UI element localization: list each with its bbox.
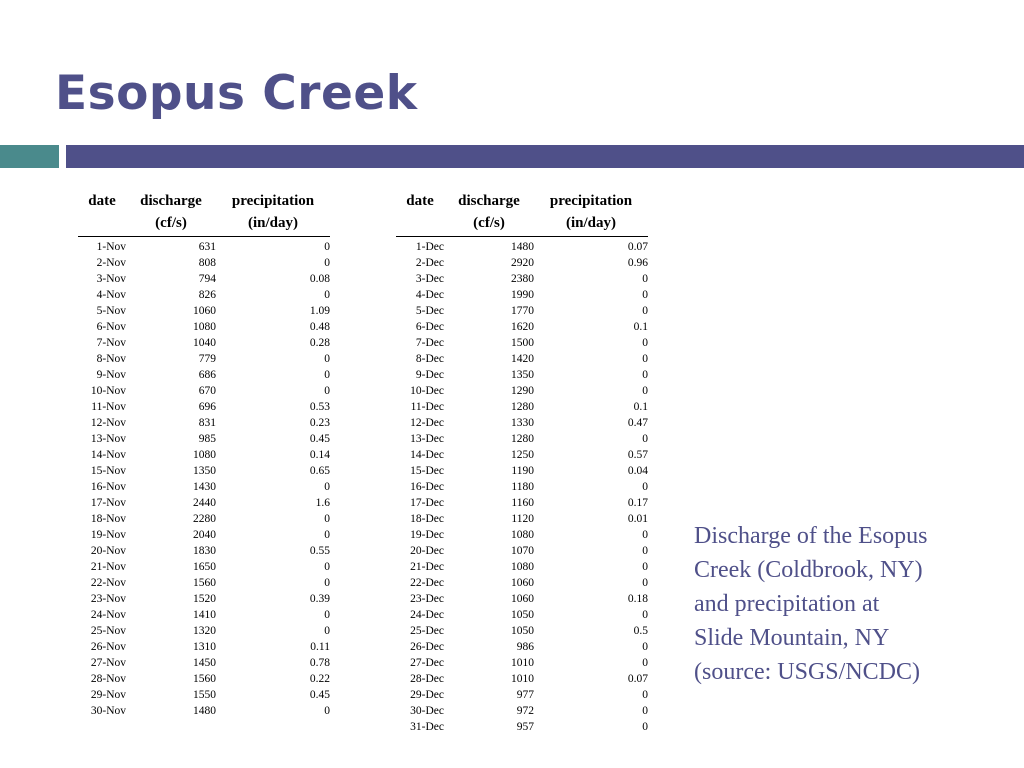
table-row <box>396 719 648 735</box>
precipitation-cell: 0 <box>324 609 330 621</box>
discharge-cell: 1550 <box>193 689 216 701</box>
discharge-cell: 631 <box>198 241 216 253</box>
date-cell: 17-Nov <box>90 497 126 509</box>
caption-line: Discharge of the Esopus <box>694 523 928 549</box>
discharge-cell: 1990 <box>511 289 534 301</box>
caption-line: (source: USGS/NCDC) <box>694 659 920 685</box>
precipitation-cell: 0 <box>324 289 330 301</box>
table-row <box>396 687 648 703</box>
precipitation-cell: 0 <box>324 241 330 253</box>
discharge-cell: 1120 <box>511 513 534 525</box>
precipitation-cell: 0 <box>324 257 330 269</box>
header-date-unit <box>396 212 444 237</box>
precipitation-cell: 0.96 <box>627 257 648 269</box>
table-row <box>396 351 648 367</box>
date-cell: 4-Nov <box>96 289 126 301</box>
table-row <box>396 399 648 415</box>
discharge-cell: 1430 <box>193 481 216 493</box>
discharge-cell: 1190 <box>511 465 534 477</box>
discharge-cell: 1080 <box>511 529 534 541</box>
discharge-cell: 986 <box>516 641 534 653</box>
date-cell: 11-Nov <box>91 401 126 413</box>
discharge-cell: 1500 <box>511 337 534 349</box>
precipitation-cell: 0 <box>642 305 648 317</box>
december-table-body <box>396 237 648 736</box>
date-cell: 18-Nov <box>90 513 126 525</box>
discharge-cell: 1650 <box>193 561 216 573</box>
discharge-cell: 686 <box>198 369 216 381</box>
date-cell: 20-Dec <box>410 545 444 557</box>
date-cell: 23-Dec <box>410 593 444 605</box>
precipitation-cell: 0 <box>324 385 330 397</box>
discharge-cell: 779 <box>198 353 216 365</box>
table-row <box>78 607 330 623</box>
figure-caption <box>694 519 994 689</box>
table-row <box>78 575 330 591</box>
precipitation-cell: 0.28 <box>309 337 330 349</box>
table-row <box>396 255 648 271</box>
date-cell: 8-Nov <box>96 353 126 365</box>
table-row <box>396 495 648 511</box>
date-cell: 24-Dec <box>410 609 444 621</box>
date-cell: 27-Nov <box>90 657 126 669</box>
precipitation-cell: 0 <box>324 577 330 589</box>
discharge-cell: 1560 <box>193 577 216 589</box>
discharge-cell: 1080 <box>193 321 216 333</box>
discharge-cell: 1050 <box>511 625 534 637</box>
date-cell: 2-Nov <box>96 257 126 269</box>
table-row <box>78 399 330 415</box>
discharge-cell: 1050 <box>511 609 534 621</box>
table-row <box>396 607 648 623</box>
header-discharge: discharge <box>140 193 202 209</box>
discharge-cell: 2440 <box>193 497 216 509</box>
date-cell: 13-Dec <box>410 433 444 445</box>
date-cell: 31-Dec <box>410 721 444 733</box>
discharge-cell: 1480 <box>193 705 216 717</box>
discharge-cell: 1160 <box>511 497 534 509</box>
date-cell: 6-Dec <box>415 321 444 333</box>
caption-line: and precipitation at <box>694 591 880 617</box>
date-cell: 7-Nov <box>96 337 126 349</box>
table-row <box>78 639 330 655</box>
header-precipitation: precipitation <box>549 193 633 209</box>
table-row <box>396 271 648 287</box>
date-cell: 27-Dec <box>410 657 444 669</box>
precipitation-cell: 0 <box>642 721 648 733</box>
discharge-cell: 696 <box>198 401 216 413</box>
discharge-cell: 1080 <box>511 561 534 573</box>
date-cell: 28-Nov <box>90 673 126 685</box>
date-cell: 5-Nov <box>96 305 126 317</box>
discharge-cell: 1410 <box>193 609 216 621</box>
discharge-cell: 1350 <box>193 465 216 477</box>
precipitation-cell: 0.1 <box>633 321 648 333</box>
precipitation-cell: 0.39 <box>309 593 330 605</box>
date-cell: 6-Nov <box>96 321 126 333</box>
precipitation-cell: 0.1 <box>633 401 648 413</box>
discharge-cell: 826 <box>198 289 216 301</box>
november-table <box>78 190 330 719</box>
discharge-cell: 985 <box>198 433 216 445</box>
table-row <box>78 559 330 575</box>
table-row <box>78 479 330 495</box>
date-cell: 9-Dec <box>415 369 444 381</box>
date-cell: 21-Nov <box>90 561 126 573</box>
discharge-cell: 1620 <box>511 321 534 333</box>
date-cell: 14-Dec <box>410 449 444 461</box>
precipitation-cell: 0 <box>324 369 330 381</box>
precipitation-cell: 0.07 <box>627 241 648 253</box>
date-cell: 16-Nov <box>90 481 126 493</box>
date-cell: 20-Nov <box>90 545 126 557</box>
date-cell: 26-Dec <box>410 641 444 653</box>
date-cell: 25-Nov <box>90 625 126 637</box>
precipitation-cell: 0 <box>642 385 648 397</box>
discharge-cell: 1290 <box>511 385 534 397</box>
precipitation-cell: 0.07 <box>627 673 648 685</box>
date-cell: 30-Nov <box>90 705 126 717</box>
precipitation-cell: 0.18 <box>627 593 648 605</box>
date-cell: 28-Dec <box>410 673 444 685</box>
date-cell: 10-Nov <box>90 385 126 397</box>
table-row <box>396 237 648 256</box>
discharge-cell: 1560 <box>193 673 216 685</box>
table-row <box>396 463 648 479</box>
discharge-cell: 1060 <box>511 593 534 605</box>
date-cell: 1-Dec <box>415 241 444 253</box>
discharge-cell: 1010 <box>511 673 534 685</box>
date-cell: 29-Nov <box>90 689 126 701</box>
precipitation-cell: 0.57 <box>627 449 648 461</box>
precipitation-cell: 0 <box>324 353 330 365</box>
table-row <box>78 287 330 303</box>
precipitation-cell: 0.65 <box>309 465 330 477</box>
discharge-cell: 831 <box>198 417 216 429</box>
table-row <box>396 479 648 495</box>
header-date: date <box>406 193 434 209</box>
header-discharge-unit: (cf/s) <box>444 212 534 237</box>
precipitation-cell: 0.11 <box>310 641 330 653</box>
date-cell: 19-Dec <box>410 529 444 541</box>
header-discharge-unit: (cf/s) <box>126 212 216 237</box>
table-row <box>78 591 330 607</box>
precipitation-cell: 0.48 <box>309 321 330 333</box>
discharge-cell: 2040 <box>193 529 216 541</box>
precipitation-cell: 0.08 <box>309 273 330 285</box>
precipitation-cell: 0.47 <box>627 417 648 429</box>
date-cell: 29-Dec <box>410 689 444 701</box>
date-cell: 15-Nov <box>90 465 126 477</box>
precipitation-cell: 0.14 <box>309 449 330 461</box>
discharge-cell: 1070 <box>511 545 534 557</box>
table-row <box>78 495 330 511</box>
date-cell: 11-Dec <box>410 401 444 413</box>
table-row <box>396 511 648 527</box>
precipitation-cell: 0 <box>324 513 330 525</box>
date-cell: 15-Dec <box>410 465 444 477</box>
date-cell: 14-Nov <box>90 449 126 461</box>
discharge-cell: 1180 <box>511 481 534 493</box>
discharge-cell: 1450 <box>193 657 216 669</box>
precipitation-cell: 0 <box>642 337 648 349</box>
precipitation-cell: 0 <box>642 529 648 541</box>
precipitation-cell: 0 <box>324 561 330 573</box>
table-row <box>78 463 330 479</box>
date-cell: 2-Dec <box>415 257 444 269</box>
date-cell: 22-Dec <box>410 577 444 589</box>
date-cell: 22-Nov <box>90 577 126 589</box>
table-row <box>396 527 648 543</box>
table-row <box>396 303 648 319</box>
precipitation-cell: 0 <box>324 625 330 637</box>
date-cell: 7-Dec <box>415 337 444 349</box>
discharge-cell: 1480 <box>511 241 534 253</box>
table-row <box>396 655 648 671</box>
date-cell: 10-Dec <box>410 385 444 397</box>
table-row <box>78 303 330 319</box>
table-row <box>78 687 330 703</box>
table-row <box>78 543 330 559</box>
date-cell: 19-Nov <box>90 529 126 541</box>
precipitation-cell: 0 <box>642 353 648 365</box>
discharge-cell: 977 <box>516 689 534 701</box>
discharge-cell: 794 <box>198 273 216 285</box>
precipitation-cell: 0 <box>642 561 648 573</box>
precipitation-cell: 0 <box>324 529 330 541</box>
precipitation-cell: 0 <box>642 705 648 717</box>
table-row <box>396 591 648 607</box>
table-row <box>78 623 330 639</box>
header-precipitation-unit: (in/day) <box>534 212 648 237</box>
table-row <box>396 623 648 639</box>
date-cell: 8-Dec <box>415 353 444 365</box>
title-underline-bar <box>66 145 1024 168</box>
date-cell: 3-Nov <box>96 273 126 285</box>
precipitation-cell: 0.5 <box>633 625 648 637</box>
precipitation-cell: 0.23 <box>309 417 330 429</box>
date-cell: 24-Nov <box>90 609 126 621</box>
header-date: date <box>88 193 116 209</box>
precipitation-cell: 0 <box>642 657 648 669</box>
date-cell: 16-Dec <box>410 481 444 493</box>
table-row <box>78 415 330 431</box>
header-discharge: discharge <box>458 193 520 209</box>
discharge-cell: 957 <box>516 721 534 733</box>
discharge-cell: 1330 <box>511 417 534 429</box>
date-cell: 3-Dec <box>415 273 444 285</box>
precipitation-cell: 0 <box>642 577 648 589</box>
table-row <box>396 383 648 399</box>
date-cell: 26-Nov <box>90 641 126 653</box>
discharge-cell: 1040 <box>193 337 216 349</box>
header-precipitation: precipitation <box>231 193 315 209</box>
table-row <box>396 335 648 351</box>
table-row <box>396 415 648 431</box>
discharge-cell: 1520 <box>193 593 216 605</box>
table-row <box>396 575 648 591</box>
date-cell: 5-Dec <box>415 305 444 317</box>
title-underline-accent <box>0 145 59 168</box>
date-cell: 1-Nov <box>96 241 126 253</box>
date-cell: 21-Dec <box>410 561 444 573</box>
date-cell: 12-Nov <box>90 417 126 429</box>
precipitation-cell: 0.17 <box>627 497 648 509</box>
header-precipitation-unit: (in/day) <box>216 212 330 237</box>
table-row <box>78 255 330 271</box>
precipitation-cell: 0.45 <box>309 689 330 701</box>
table-row <box>78 351 330 367</box>
table-row <box>78 703 330 719</box>
precipitation-cell: 0 <box>642 273 648 285</box>
precipitation-cell: 0 <box>642 369 648 381</box>
date-cell: 17-Dec <box>410 497 444 509</box>
discharge-cell: 1060 <box>193 305 216 317</box>
precipitation-cell: 0 <box>324 481 330 493</box>
table-row <box>396 639 648 655</box>
precipitation-cell: 0 <box>642 481 648 493</box>
precipitation-cell: 0.78 <box>309 657 330 669</box>
discharge-cell: 1010 <box>511 657 534 669</box>
table-row <box>78 655 330 671</box>
discharge-cell: 1320 <box>193 625 216 637</box>
discharge-cell: 1420 <box>511 353 534 365</box>
table-row <box>396 671 648 687</box>
table-row <box>78 383 330 399</box>
precipitation-cell: 0 <box>642 433 648 445</box>
precipitation-cell: 0.01 <box>627 513 648 525</box>
discharge-cell: 1080 <box>193 449 216 461</box>
table-row <box>78 511 330 527</box>
precipitation-cell: 0 <box>642 609 648 621</box>
discharge-cell: 1280 <box>511 433 534 445</box>
date-cell: 23-Nov <box>90 593 126 605</box>
table-row <box>78 527 330 543</box>
discharge-cell: 1350 <box>511 369 534 381</box>
precipitation-cell: 0.55 <box>309 545 330 557</box>
precipitation-cell: 1.6 <box>315 497 330 509</box>
precipitation-cell: 0 <box>324 705 330 717</box>
table-row <box>78 447 330 463</box>
table-row <box>396 431 648 447</box>
caption-line: Creek (Coldbrook, NY) <box>694 557 923 583</box>
discharge-cell: 808 <box>198 257 216 269</box>
table-row <box>78 671 330 687</box>
caption-line: Slide Mountain, NY <box>694 625 890 651</box>
precipitation-cell: 0.45 <box>309 433 330 445</box>
slide-title: Esopus Creek <box>55 66 418 121</box>
november-table-body <box>78 237 330 720</box>
date-cell: 4-Dec <box>415 289 444 301</box>
discharge-cell: 1060 <box>511 577 534 589</box>
discharge-cell: 1830 <box>193 545 216 557</box>
discharge-cell: 972 <box>516 705 534 717</box>
discharge-cell: 670 <box>198 385 216 397</box>
table-row <box>78 335 330 351</box>
table-row <box>78 367 330 383</box>
header-date-unit <box>78 212 126 237</box>
precipitation-cell: 0 <box>642 289 648 301</box>
table-row <box>396 543 648 559</box>
date-cell: 30-Dec <box>410 705 444 717</box>
table-row <box>396 559 648 575</box>
table-row <box>396 447 648 463</box>
table-row <box>396 367 648 383</box>
discharge-cell: 2280 <box>193 513 216 525</box>
table-row <box>78 319 330 335</box>
table-row <box>396 287 648 303</box>
precipitation-cell: 0 <box>642 545 648 557</box>
table-row <box>78 431 330 447</box>
precipitation-cell: 1.09 <box>309 305 330 317</box>
discharge-cell: 1310 <box>193 641 216 653</box>
date-cell: 9-Nov <box>96 369 126 381</box>
discharge-cell: 1250 <box>511 449 534 461</box>
discharge-cell: 2380 <box>511 273 534 285</box>
discharge-cell: 1280 <box>511 401 534 413</box>
table-row <box>396 319 648 335</box>
discharge-cell: 1770 <box>511 305 534 317</box>
precipitation-cell: 0.53 <box>309 401 330 413</box>
date-cell: 13-Nov <box>90 433 126 445</box>
date-cell: 12-Dec <box>410 417 444 429</box>
date-cell: 25-Dec <box>410 625 444 637</box>
precipitation-cell: 0.22 <box>309 673 330 685</box>
table-row <box>396 703 648 719</box>
precipitation-cell: 0.04 <box>627 465 648 477</box>
discharge-cell: 2920 <box>511 257 534 269</box>
december-table <box>396 190 648 735</box>
table-row <box>78 271 330 287</box>
date-cell: 18-Dec <box>410 513 444 525</box>
precipitation-cell: 0 <box>642 641 648 653</box>
precipitation-cell: 0 <box>642 689 648 701</box>
table-row <box>78 237 330 256</box>
